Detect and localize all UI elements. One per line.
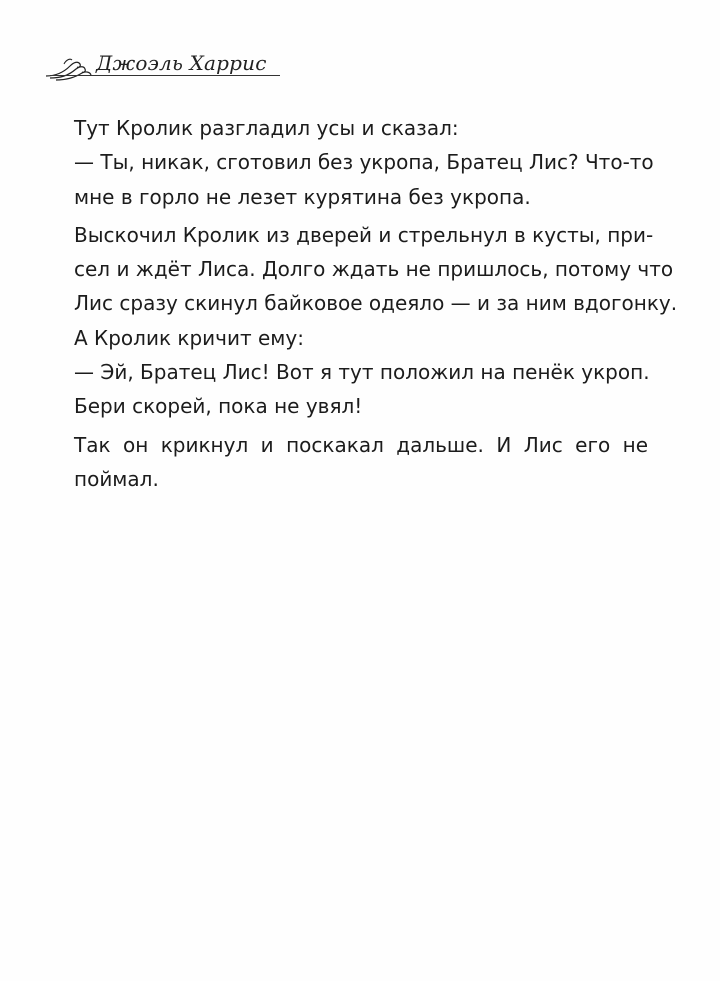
running-head [44,44,280,84]
header-rule [50,75,280,76]
text-line: сел и ждёт Лиса. Долго ждать не пришлось, потому что [74,257,674,282]
text-line: Так он крикнул и поскакал дальше. И Лис его не [74,432,648,457]
text-line: — Ты, никак, сготовил без укропа, Братец Лис? Что-то [74,150,654,175]
text-line: мне в горло не лезет курятина без укропа. [74,184,531,209]
text-line: — Эй, Братец Лис! Вот я тут положил на пенёк укроп. [74,360,650,385]
body-text [74,111,678,496]
text-line: А Кролик кричит ему: [74,325,304,350]
flourish-ornament-icon [44,52,94,82]
text-line: Тут Кролик разгладил усы и сказал: [74,116,459,140]
text-line: Выскочил Кролик из дверей и стрельнул в кусты, при- [74,222,654,247]
text-line: Бери скорей, пока не увял! [74,394,363,419]
text-line: поймал. [74,466,159,491]
text-line: Лис сразу скинул байковое одеяло — и за ним вдогонку. [74,291,678,316]
author-name: Джоэль Харрис [96,51,267,75]
